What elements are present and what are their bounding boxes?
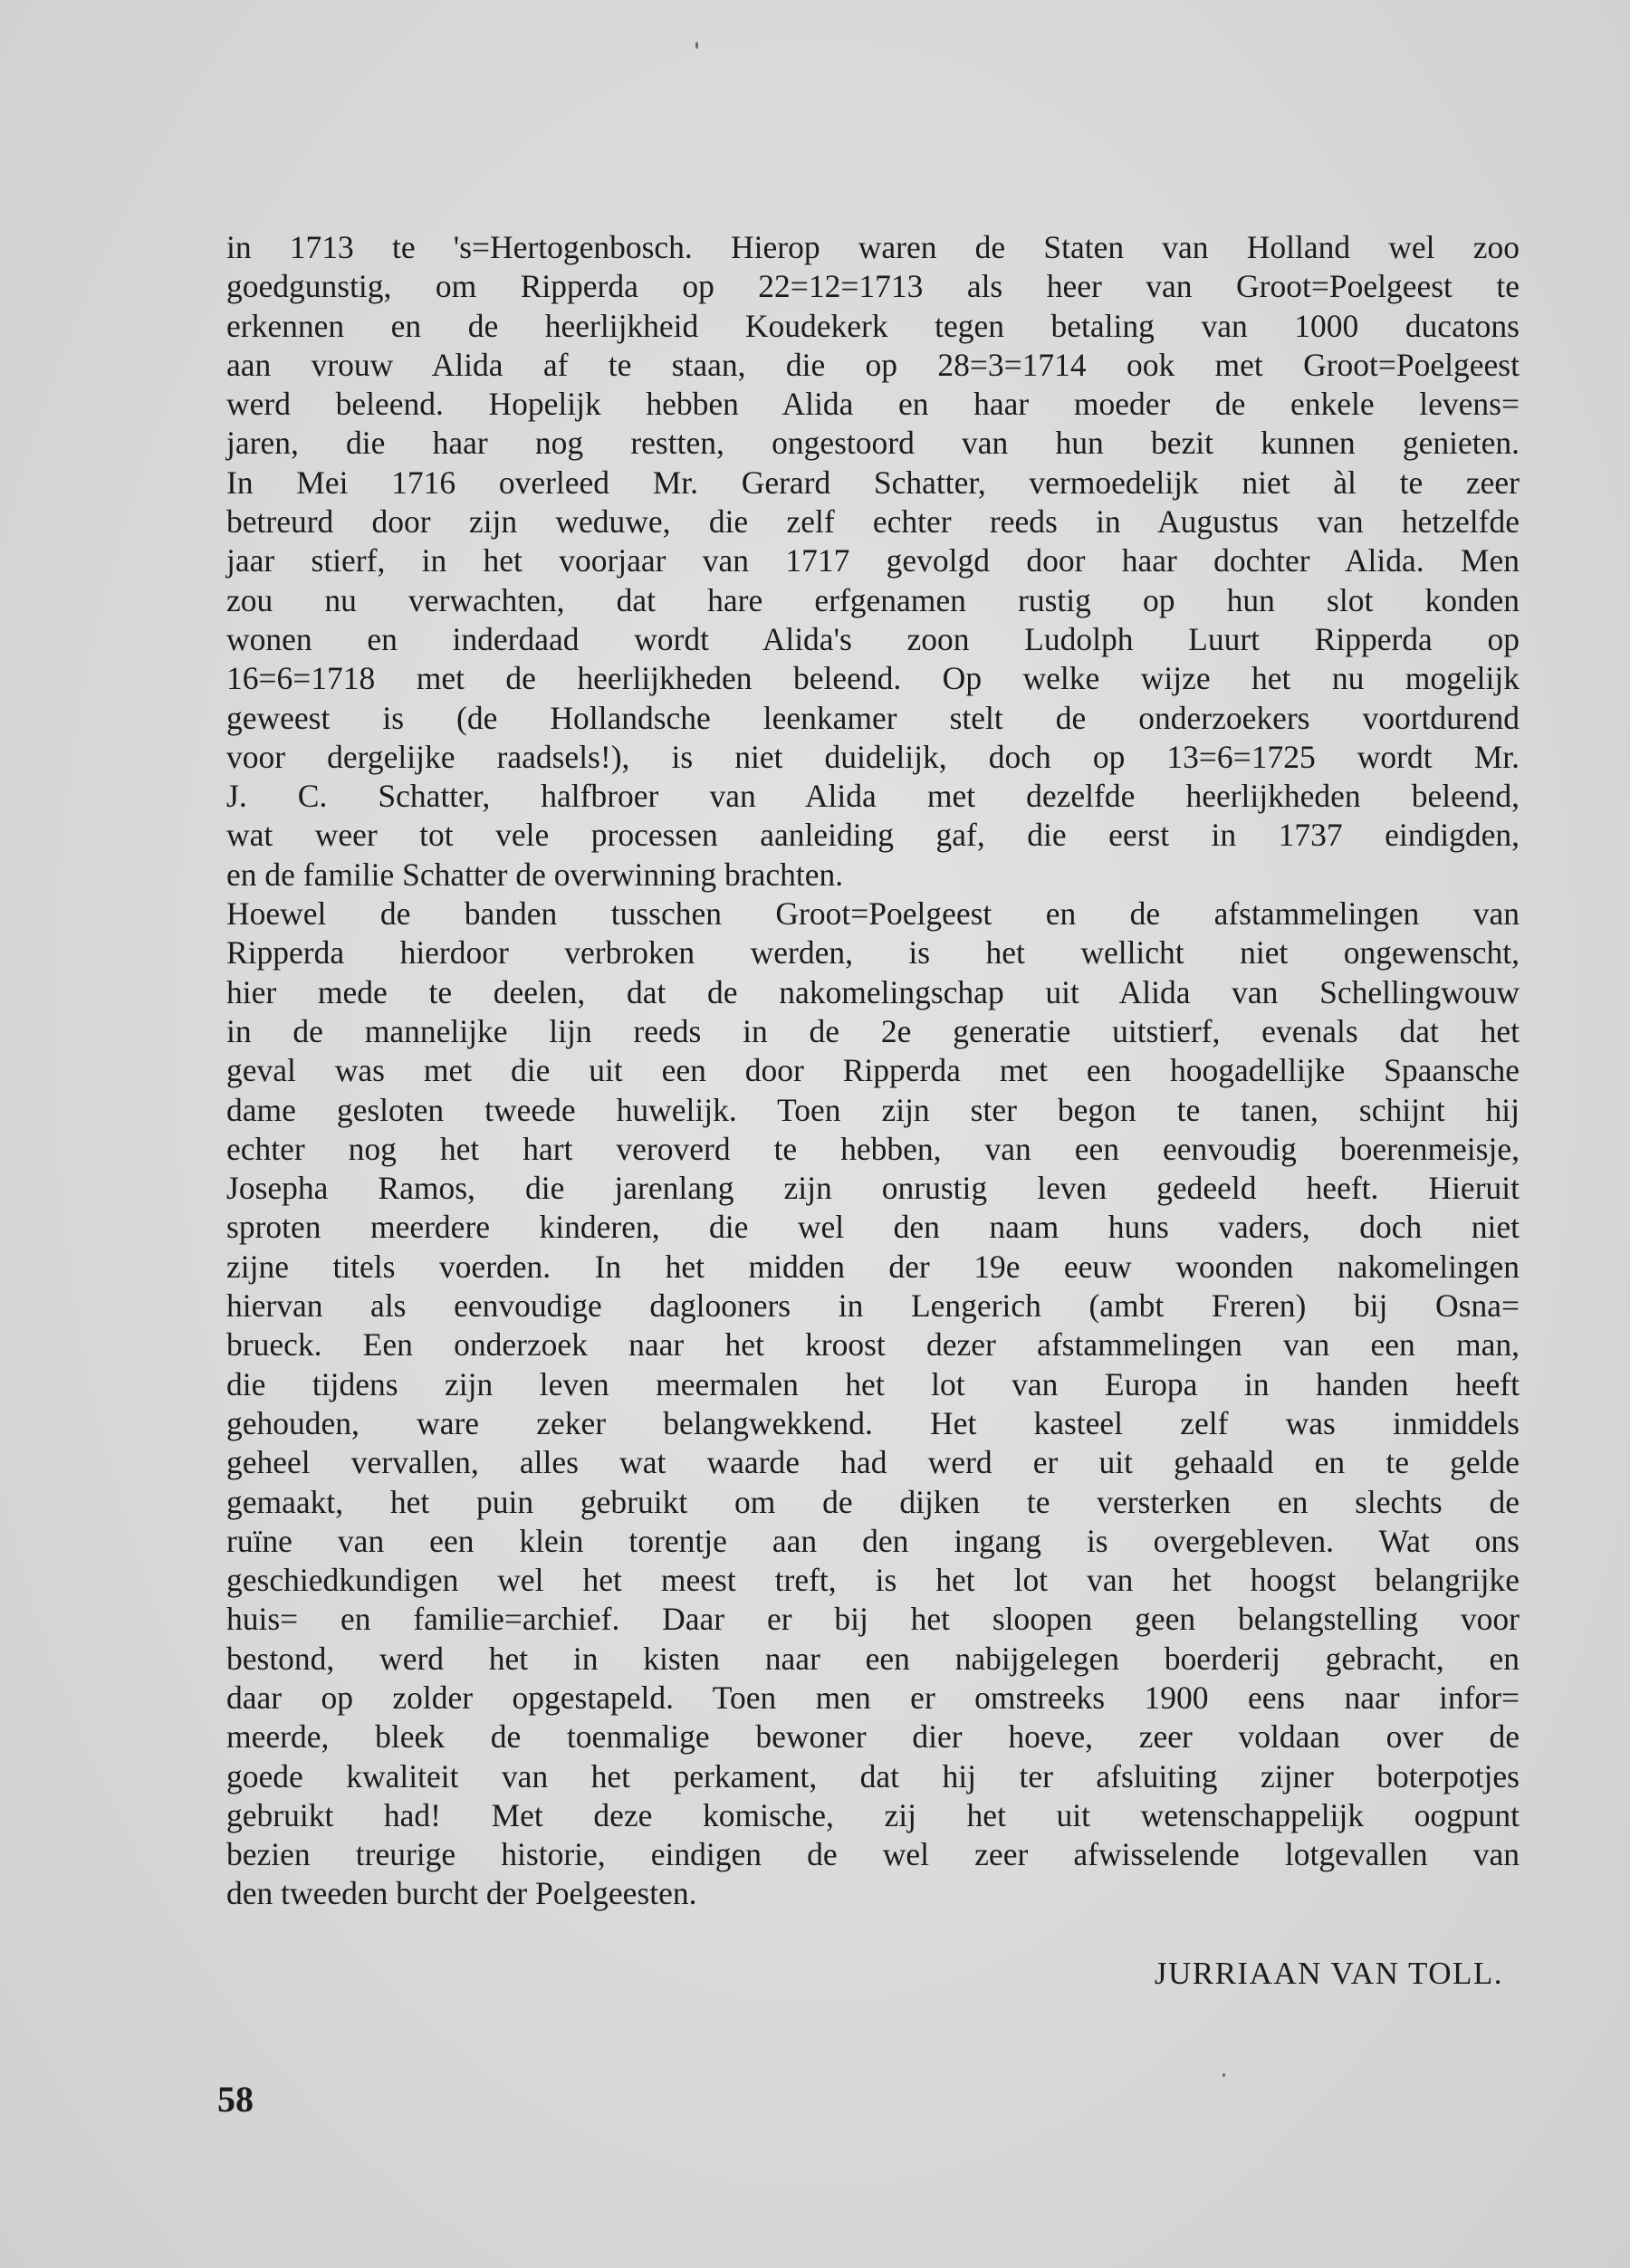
text-line: ruïne van een klein torentje aan den ingang is overgebleven. Wat ons — [226, 1522, 1520, 1559]
text-line: voor dergelijke raadsels!), is niet duidelijk, doch op 13=6=1725 wordt Mr. — [226, 738, 1520, 775]
text-line: dame gesloten tweede huwelijk. Toen zijn ster begon te tanen, schijnt hij — [226, 1091, 1520, 1128]
text-line: werd beleend. Hopelijk hebben Alida en haar moeder de enkele levens= — [226, 386, 1520, 423]
text-line: goedgunstig, om Ripperda op 22=12=1713 als heer van Groot=Poelgeest te — [226, 268, 1520, 305]
text-line: daar op zolder opgestapeld. Toen men er omstreeks 1900 eens naar infor= — [226, 1679, 1520, 1716]
text-line: wonen en inderdaad wordt Alida's zoon Ludolph Luurt Ripperda op — [226, 620, 1520, 657]
text-line: 16=6=1718 met de heerlijkheden beleend. Op welke wijze het nu mogelijk — [226, 660, 1520, 697]
text-line: bezien treurige historie, eindigen de wel zeer afwisselende lotgevallen van — [226, 1836, 1520, 1873]
text-line: geheel vervallen, alles wat waarde had werd er uit gehaald en te gelde — [226, 1444, 1520, 1481]
text-line: meerde, bleek de toenmalige bewoner dier hoeve, zeer voldaan over de — [226, 1718, 1520, 1756]
text-line: zijne titels voerden. In het midden der 19e eeuw woonden nakomelingen — [226, 1248, 1520, 1285]
paper-speck — [1222, 2073, 1225, 2077]
text-line: jaren, die haar nog restten, ongestoord van hun bezit kunnen genieten. — [226, 425, 1520, 462]
text-line: in de mannelijke lijn reeds in de 2e generatie uitstierf, evenals dat het — [226, 1012, 1520, 1049]
text-line: echter nog het hart veroverd te hebben, van een eenvoudig boerenmeisje, — [226, 1130, 1520, 1167]
paper-speck — [695, 42, 698, 49]
text-line: gehouden, ware zeker belangwekkend. Het kasteel zelf was inmiddels — [226, 1404, 1520, 1441]
text-line: hier mede te deelen, dat de nakomelingschap uit Alida van Schellingwouw — [226, 973, 1520, 1010]
text-line: gebruikt had! Met deze komische, zij het uit wetenschappelijk oogpunt — [226, 1796, 1520, 1833]
author-signature: JURRIAAN VAN TOLL. — [1154, 1956, 1503, 1991]
text-line: den tweeden burcht der Poelgeesten. — [226, 1875, 697, 1912]
text-line: aan vrouw Alida af te staan, die op 28=3=1714 ook met Groot=Poelgeest — [226, 346, 1520, 383]
paragraph-2 — [226, 895, 1520, 1914]
text-line: bestond, werd het in kisten naar een nabijgelegen boerderij gebracht, en — [226, 1640, 1520, 1677]
page-number: 58 — [217, 2079, 254, 2120]
text-line: die tijdens zijn leven meermalen het lot van Europa in handen heeft — [226, 1365, 1520, 1402]
text-line: sproten meerdere kinderen, die wel den naam huns vaders, doch niet — [226, 1209, 1520, 1246]
paragraph-1 — [226, 228, 1520, 895]
text-line: J. C. Schatter, halfbroer van Alida met dezelfde heerlijkheden beleend, — [226, 778, 1520, 815]
text-line: Ripperda hierdoor verbroken werden, is het wellicht niet ongewenscht, — [226, 934, 1520, 971]
text-line: hiervan als eenvoudige daglooners in Lengerich (ambt Freren) bij Osna= — [226, 1287, 1520, 1325]
text-line: Hoewel de banden tusschen Groot=Poelgeest en de afstammelingen van — [226, 895, 1520, 933]
text-line: wat weer tot vele processen aanleiding gaf, die eerst in 1737 eindigden, — [226, 817, 1520, 854]
text-line: brueck. Een onderzoek naar het kroost dezer afstammelingen van een man, — [226, 1326, 1520, 1364]
text-line: In Mei 1716 overleed Mr. Gerard Schatter, vermoedelijk niet àl te zeer — [226, 464, 1520, 501]
text-line: geweest is (de Hollandsche leenkamer stelt de onderzoekers voortdurend — [226, 699, 1520, 736]
text-line: zou nu verwachten, dat hare erfgenamen rustig op hun slot konden — [226, 581, 1520, 618]
text-line: goede kwaliteit van het perkament, dat hij ter afsluiting zijner boterpotjes — [226, 1757, 1520, 1794]
text-line: huis= en familie=archief. Daar er bij het sloopen geen belangstelling voor — [226, 1601, 1520, 1638]
text-line: Josepha Ramos, die jarenlang zijn onrustig leven gedeeld heeft. Hieruit — [226, 1170, 1520, 1207]
text-line: en de familie Schatter de overwinning brachten. — [226, 856, 844, 893]
body-text — [226, 228, 1520, 1914]
text-line: erkennen en de heerlijkheid Koudekerk tegen betaling van 1000 ducatons — [226, 307, 1520, 344]
text-line: geschiedkundigen wel het meest treft, is het lot van het hoogst belangrijke — [226, 1562, 1520, 1599]
text-line: betreurd door zijn weduwe, die zelf echter reeds in Augustus van hetzelfde — [226, 503, 1520, 541]
text-line: geval was met die uit een door Ripperda met een hoogadellijke Spaansche — [226, 1052, 1520, 1089]
text-line: in 1713 te 's=Hertogenbosch. Hierop waren de Staten van Holland wel zoo — [226, 229, 1520, 265]
text-line: gemaakt, het puin gebruikt om de dijken te versterken en slechts de — [226, 1483, 1520, 1520]
text-line: jaar stierf, in het voorjaar van 1717 gevolgd door haar dochter Alida. Men — [226, 542, 1520, 579]
